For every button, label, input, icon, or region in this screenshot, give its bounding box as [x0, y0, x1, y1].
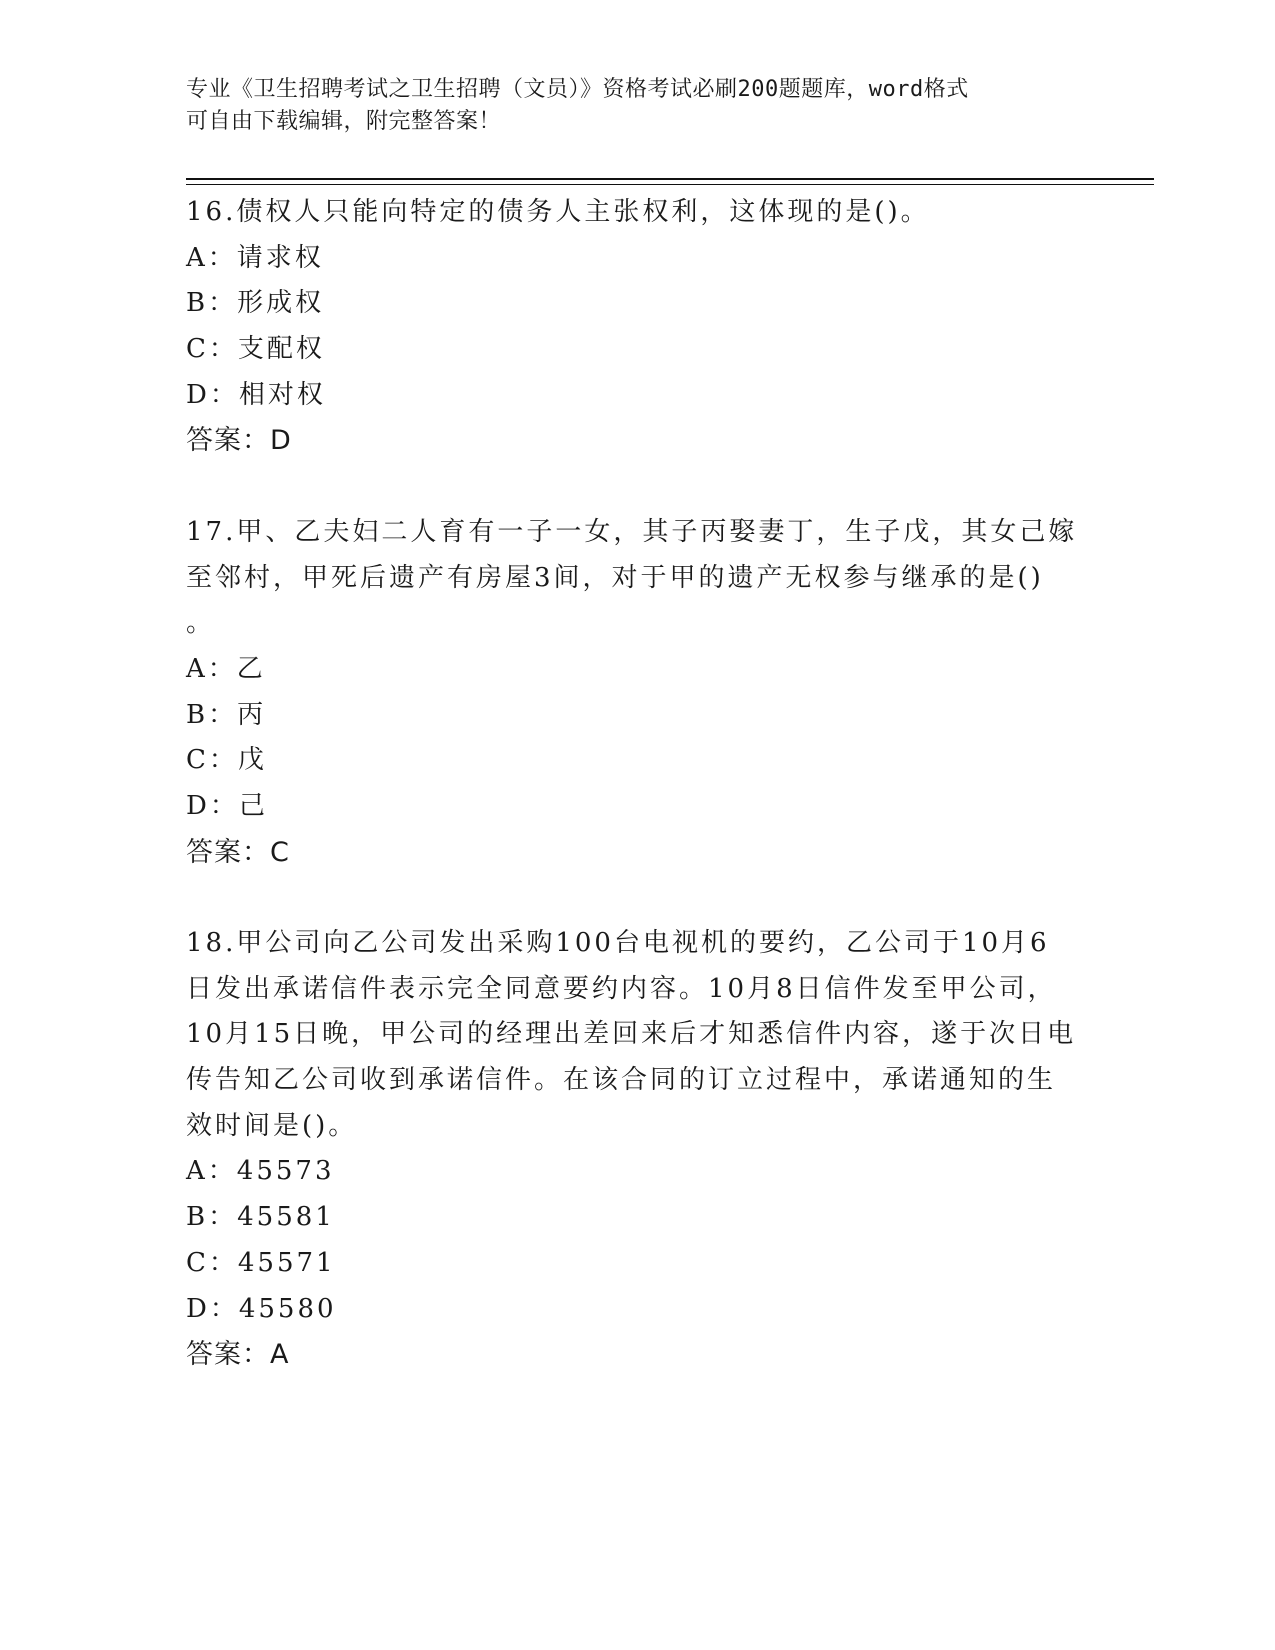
- option-a: A：请求权: [186, 242, 324, 273]
- option-d: D：45580: [186, 1293, 337, 1324]
- question-text: 传告知乙公司收到承诺信件。在该合同的订立过程中，承诺通知的生: [186, 1065, 1057, 1096]
- option-c: C：45571: [186, 1247, 336, 1278]
- answer-label: 答案：C: [186, 836, 290, 868]
- option-b: B：形成权: [186, 288, 325, 319]
- header-divider-thick: [186, 178, 1154, 180]
- question-text: 至邻村，甲死后遗产有房屋3间，对于甲的遗产无权参与继承的是(): [186, 562, 1044, 593]
- option-c: C：戊: [186, 745, 267, 776]
- header-line-1: 专业《卫生招聘考试之卫生招聘（文员）》资格考试必刷200题题库，word格式: [186, 77, 969, 102]
- answer-label: 答案：D: [186, 425, 292, 457]
- option-b: B：丙: [186, 699, 267, 730]
- question-text: 。: [186, 608, 216, 639]
- question-list: [186, 190, 1086, 1424]
- question-text: 日发出承诺信件表示完全同意要约内容。10月8日信件发至甲公司，: [186, 973, 1057, 1004]
- question-text: 17.甲、乙夫妇二人育有一子一女，其子丙娶妻丁，生子戊，其女己嫁: [186, 516, 1078, 547]
- option-c: C：支配权: [186, 334, 325, 365]
- question-16: [186, 190, 1086, 464]
- option-d: D：己: [186, 790, 268, 821]
- option-b: B：45581: [186, 1202, 335, 1233]
- answer-label: 答案：A: [186, 1339, 290, 1371]
- header-divider-thin: [186, 184, 1154, 185]
- option-a: A：乙: [186, 653, 266, 684]
- option-a: A：45573: [186, 1156, 335, 1187]
- question-text: 效时间是()。: [186, 1110, 358, 1141]
- question-18: [186, 921, 1086, 1378]
- option-d: D：相对权: [186, 379, 326, 410]
- question-text: 10月15日晚，甲公司的经理出差回来后才知悉信件内容，遂于次日电: [186, 1019, 1077, 1050]
- question-text: 16.债权人只能向特定的债务人主张权利，这体现的是()。: [186, 197, 930, 227]
- question-text: 18.甲公司向乙公司发出采购100台电视机的要约，乙公司于10月6: [186, 928, 1050, 958]
- header-line-2: 可自由下载编辑，附完整答案！: [186, 109, 502, 134]
- question-17: [186, 510, 1086, 876]
- document-header: [186, 74, 1086, 138]
